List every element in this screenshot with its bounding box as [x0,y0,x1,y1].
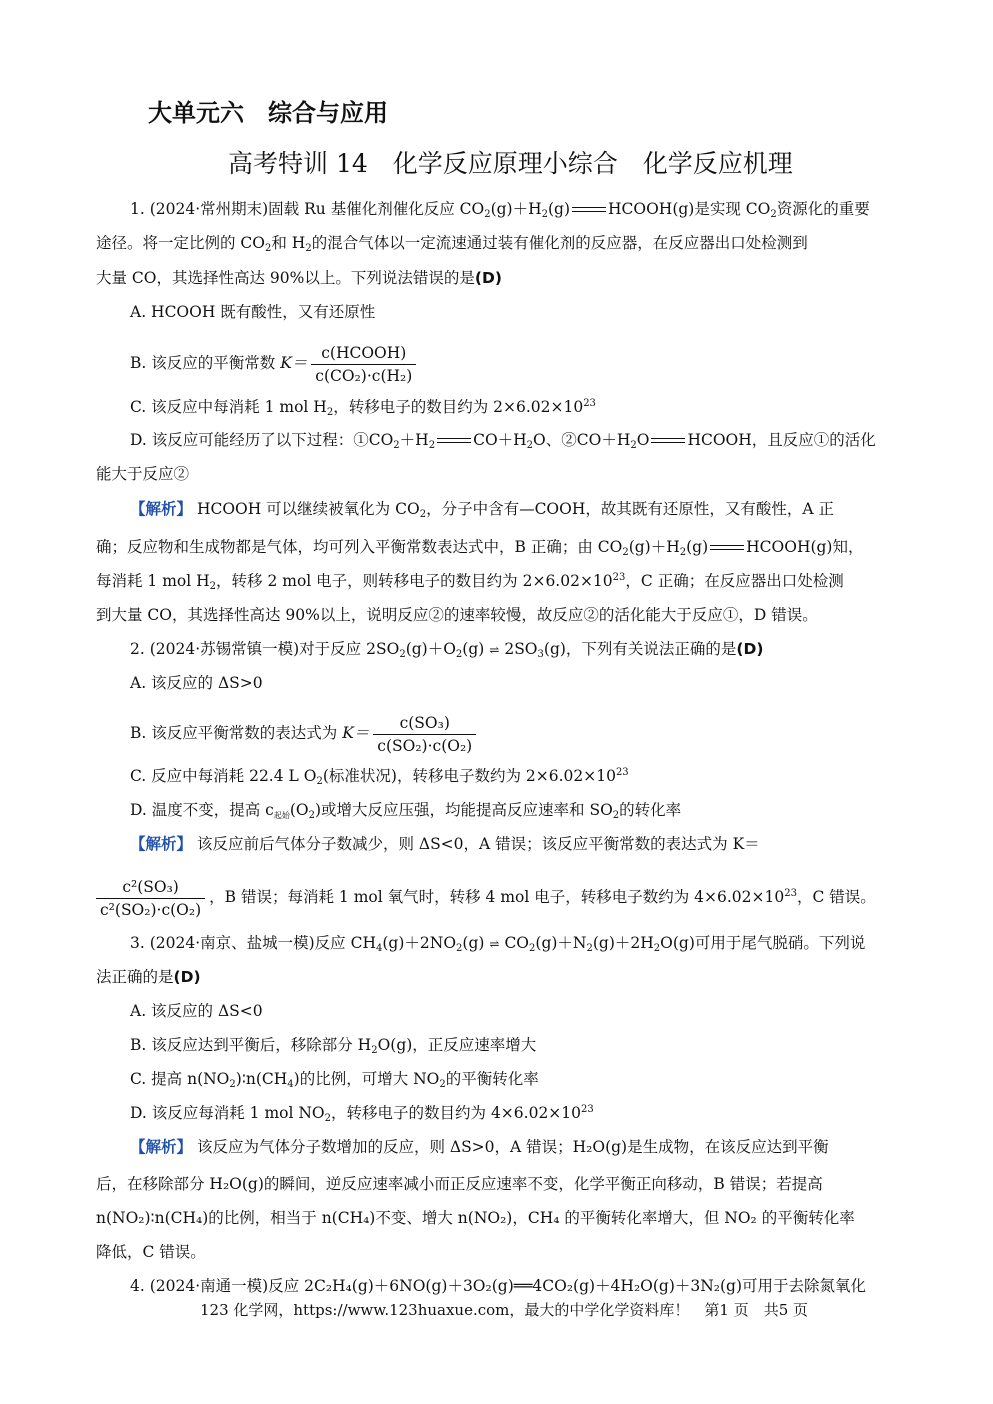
q3-analysis-line3: n(NO₂)∶n(CH₄)的比例，相当于 n(CH₄)不变、增大 n(NO₂)，CH₄ 的平衡转化率增大，但 NO₂ 的平衡转化率 [96,1209,855,1227]
q3-option-a: A. 该反应的 ΔS<0 [130,1002,263,1020]
q3-analysis-line2: 后，在移除部分 H₂O(g)的瞬间，逆反应速率减小而正反应速率不变，化学平衡正向移动，B 错误；若提高 [96,1175,823,1193]
q1-option-b-fraction: $\frac{\text{c(HCOOH)}}{\text{c(CO₂)·c(H₂)}}$ [311,344,416,385]
q2-stem-line1: 2. (2024·苏锡常镇一模)对于反应 $2SO_2(g)+O_2(g)$ ⇌ $2SO_3(g)$，下列有关说法正确的是(D) [130,640,764,660]
q3-stem-line1: 3. (2024·南京、盐城一模)反应 $CH_4(g)+2NO_2(g)$ ⇌ $CO_2(g)+N_2(g)+2H_2O(g)$可用于尾气脱硝。下列说 [130,934,866,954]
q2-analysis-fraction: $\frac{\text{c²(SO₃)}}{\text{c²(SO₂)·c(O₂)}}$ [96,878,205,919]
q2-option-c: C. 反应中每消耗 22.4 L $O_2$(标准状况)，转移电子数约为 $2\times 6.02\times 10^{23}$ [130,767,629,787]
page-footer: 123 化学网，https://www.123huaxue.com，最大的中学化学资料库！ 第1 页 共5 页 [200,1301,809,1319]
q2-option-b: B. 该反应平衡常数的表达式为 K＝ $\frac{\text{c(SO₃)}}{\text{c(SO₂)·c(O₂)}}$ [130,710,480,756]
q1-stem-line1: 1. (2024·常州期末)固载 Ru 基催化剂催化反应 $CO_2(g)+H_2(g)$ HCOOH(g)是实现 $CO_2$资源化的重要 [130,200,870,220]
q2-answer: (D) [736,640,764,658]
q2-analysis-line2: $\frac{\text{c²(SO₃)}}{\text{c²(SO₂)·c(O₂)}}$ ，B 错误；每消耗 1 mol 氧气时，转移 4 mol 电子，转移电子数约为 $4\times 6.02\times 10^{23}$，C 错误。 [96,874,876,920]
q3-stem-line2: 法正确的是(D) [96,968,201,986]
reversible-arrow-icon: ⇌ [489,643,500,657]
equals-sign [572,198,606,220]
analysis-tag: 【解析】 [130,835,193,853]
q2-option-d: D. 温度不变，提高 $c_{起始}(O_2)$或增大反应压强，均能提高反应速率和 $SO_2$的转化率 [130,801,682,821]
q3-analysis-line1: 【解析】 该反应为气体分子数增加的反应，则 ΔS>0，A 错误；H₂O(g)是生成物，在该反应达到平衡 [130,1138,829,1156]
q1-option-b: B. 该反应的平衡常数 K＝ $\frac{\text{c(HCOOH)}}{\text{c(CO₂)·c(H₂)}}$ [130,340,420,386]
q1-option-d-line2: 能大于反应② [96,465,190,483]
analysis-tag: 【解析】 [130,500,193,518]
q1-stem-line3: 大量 CO，其选择性高达 90%以上。下列说法错误的是(D) [96,269,502,287]
q3-analysis-line4: 降低，C 错误。 [96,1243,206,1261]
q1-analysis-line2: 确；反应物和生成物都是气体，均可列入平衡常数表达式中，B 正确；由 $CO_2(g)+H_2(g)$ HCOOH(g)知， [96,538,864,558]
q3-option-d: D. 该反应每消耗 1 mol $NO_2$，转移电子的数目约为 $4\times 6.02\times 10^{23}$ [130,1104,594,1124]
q2-analysis-line1: 【解析】 该反应前后气体分子数减少，则 ΔS<0，A 错误；该反应平衡常数的表达式为 K＝ [130,835,760,853]
q2-option-b-fraction: $\frac{\text{c(SO₃)}}{\text{c(SO₂)·c(O₂)}}$ [373,714,476,755]
q1-analysis-line4: 到大量 CO，其选择性高达 90%以上，说明反应②的速率较慢，故反应②的活化能大于反应①，D 错误。 [96,606,818,624]
q2-option-a: A. 该反应的 ΔS>0 [130,674,263,692]
q1-analysis-line1: 【解析】 HCOOH 可以继续被氧化为 $CO_2$，分子中含有—COOH，故其既有还原性，又有酸性，A 正 [130,500,834,520]
q3-answer: (D) [173,968,201,986]
unit-title: 大单元六 综合与应用 [148,99,388,127]
q3-option-c: C. 提高 $n(NO_2)∶n(CH_4)$的比例，可增大 $NO_2$的平衡转化率 [130,1070,539,1090]
reversible-arrow-icon: ⇌ [489,937,500,951]
lesson-title: 高考特训 14 化学反应原理小综合 化学反应机理 [228,149,793,178]
q4-stem-line1: 4. (2024·南通一模)反应 2C₂H₄(g)＋6NO(g)＋3O₂(g)══4CO₂(g)＋4H₂O(g)＋3N₂(g)可用于去除氮氧化 [130,1277,867,1295]
q1-stem-line2: 途径。将一定比例的 $CO_2$和 $H_2$的混合气体以一定流速通过装有催化剂的反应器，在反应器出口处检测到 [96,234,808,254]
q3-option-b: B. 该反应达到平衡后，移除部分 $H_2O(g)$，正反应速率增大 [130,1036,537,1056]
q1-option-c: C. 该反应中每消耗 1 mol $H_2$，转移电子的数目约为 $2\times 6.02\times 10^{23}$ [130,398,596,418]
q1-option-d-line1: D. 该反应可能经历了以下过程：$①CO_2+H_2$ $CO+H_2O$、$②CO+H_2O$ HCOOH，且反应①的活化 [130,431,876,451]
q1-answer: (D) [474,269,502,287]
q1-option-a: A. HCOOH 既有酸性，又有还原性 [130,303,376,321]
q1-analysis-line3: 每消耗 1 mol $H_2$，转移 2 mol 电子，则转移电子的数目约为 $2\times 6.02\times 10^{23}$，C 正确；在反应器出口处检测 [96,572,844,592]
analysis-tag: 【解析】 [130,1138,193,1156]
